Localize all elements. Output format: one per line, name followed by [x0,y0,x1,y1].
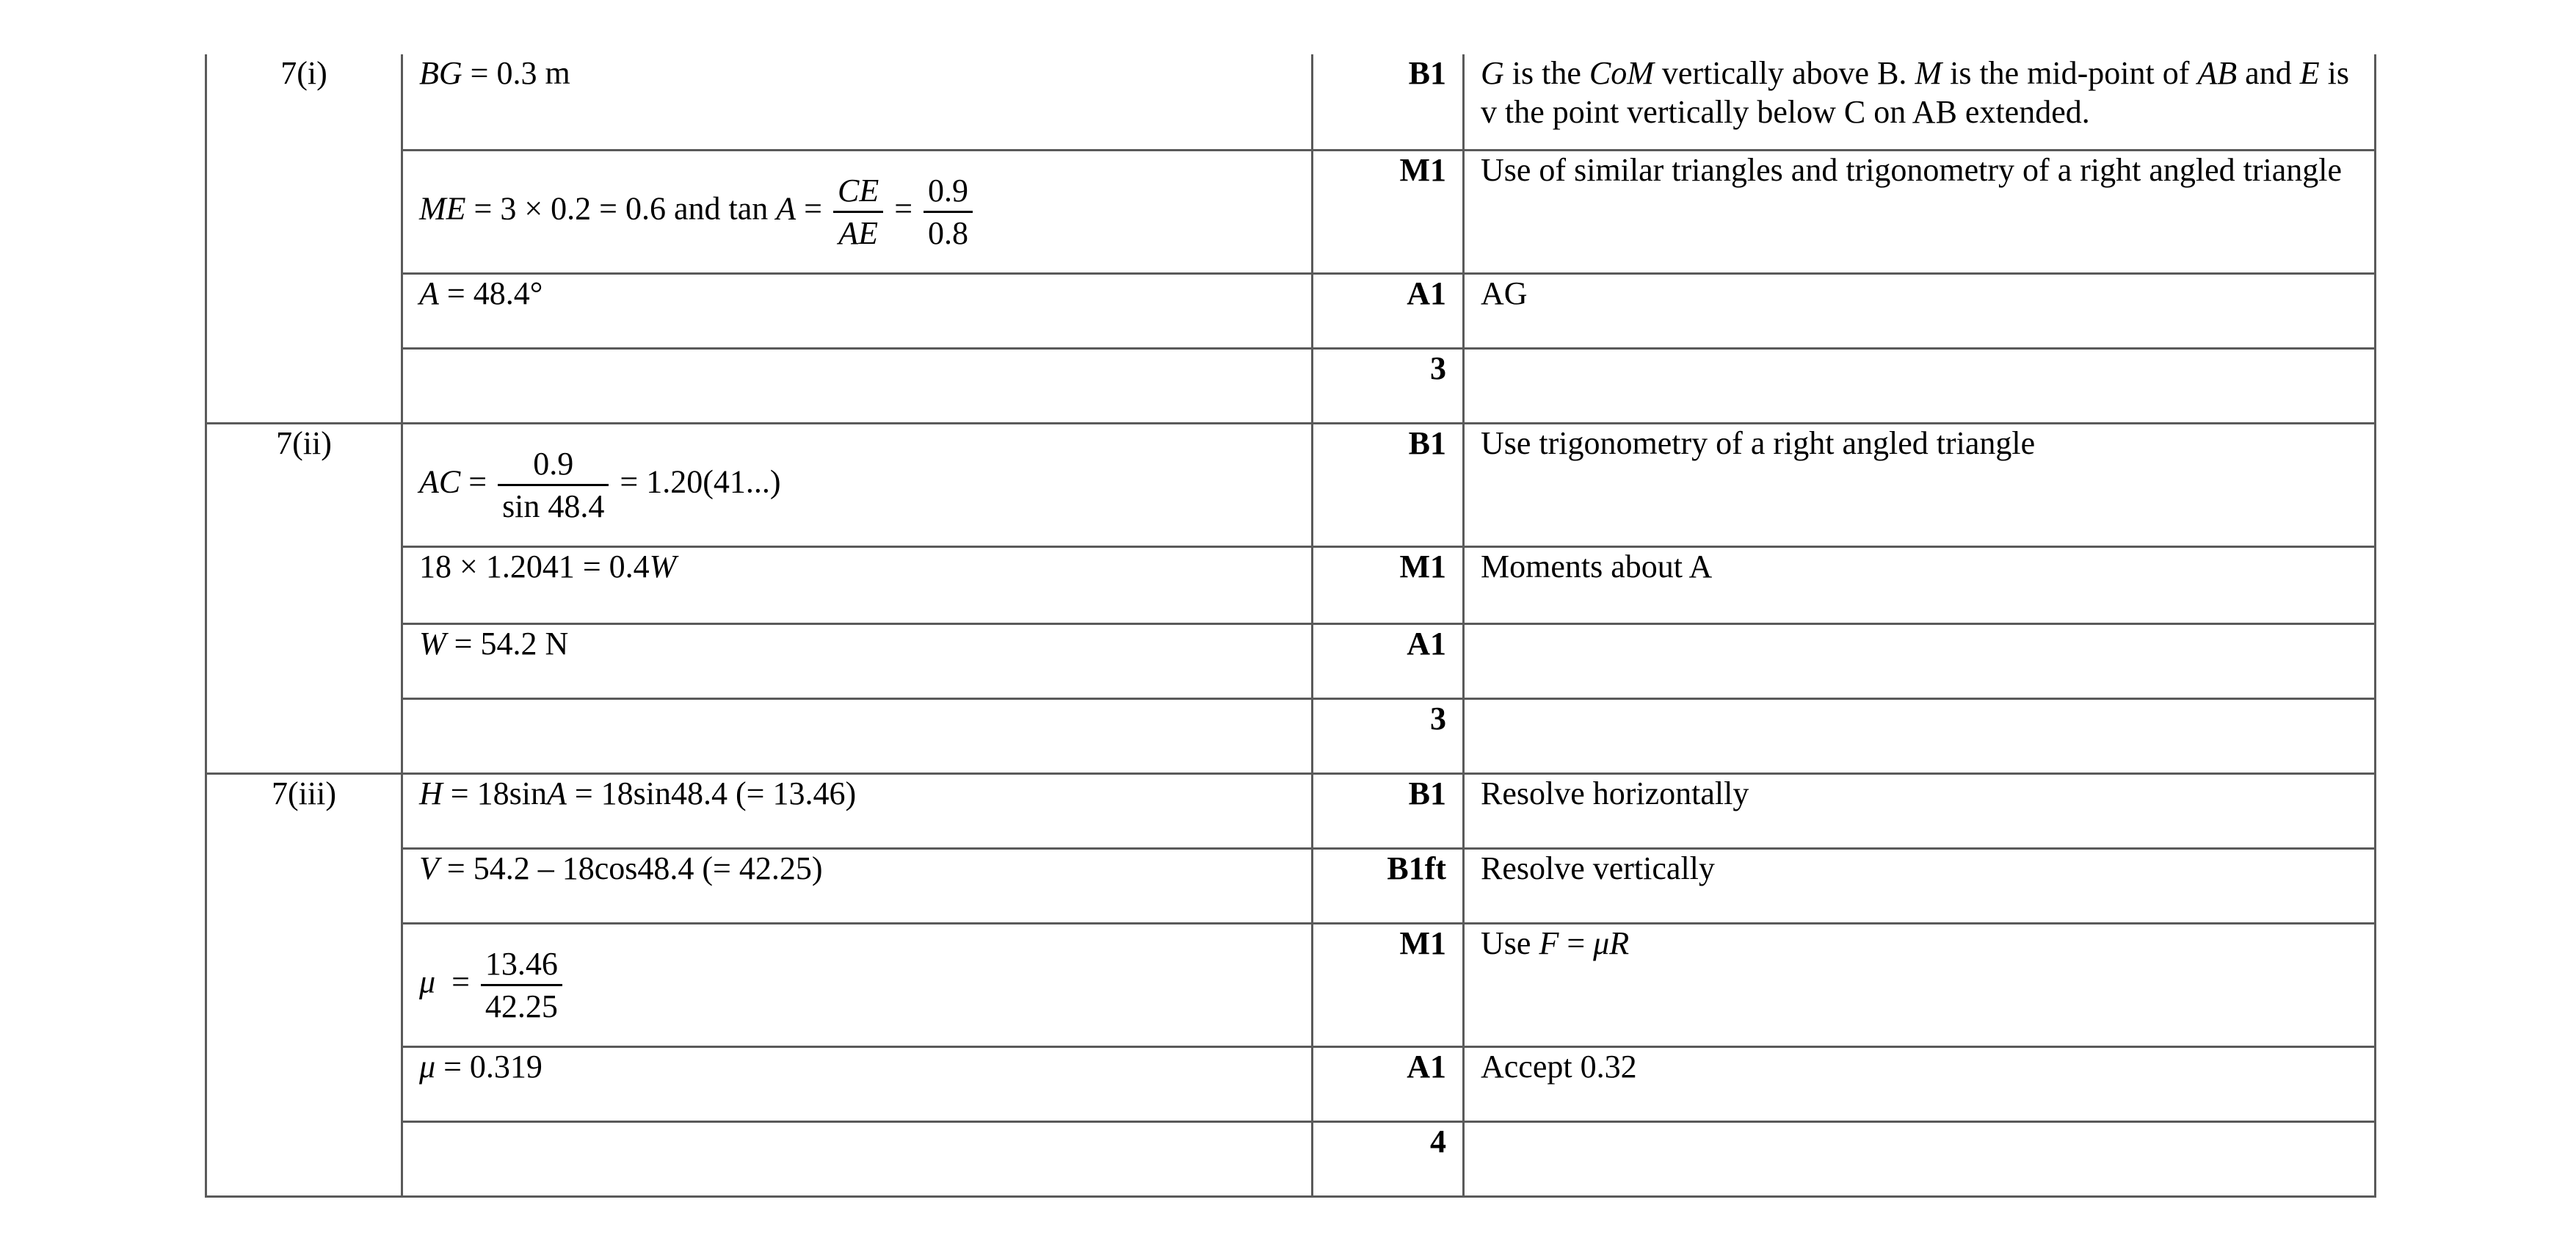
answer-var: AC [419,463,461,500]
answer-cell [402,773,1313,848]
total-mark-cell: 3 [1313,698,1464,773]
answer-var: A [419,275,439,311]
guidance-text: is v the point vertically below C on AB extended. [1481,55,2349,130]
answer-text: = 48.4° [438,275,543,311]
guidance-text: Use [1481,924,1539,961]
guidance-cell: Moments about A [1464,546,2376,623]
fraction [498,444,609,527]
fraction-numerator: 0.9 [924,170,973,213]
fraction [924,170,973,253]
table-row [206,150,2376,273]
answer-cell [402,923,1313,1046]
table-row [206,1121,2376,1196]
table-row [206,773,2376,848]
mark-cell: B1ft [1313,848,1464,923]
table-row [206,923,2376,1046]
table-row [206,54,2376,150]
answer-text: = 1.20(41...) [612,463,781,500]
fraction [833,170,883,253]
answer-cell [402,848,1313,923]
answer-text: = [460,463,496,500]
guidance-text: vertically above B. [1653,55,1915,91]
mark-scheme-table [205,54,2376,1198]
table-row [206,423,2376,546]
mark-cell: M1 [1313,546,1464,623]
guidance-cell [1464,623,2376,698]
mark-cell: A1 [1313,273,1464,348]
answer-text: = 3 × 0.2 = 0.6 and tan [465,190,777,227]
answer-var: A [546,775,567,811]
guidance-cell: Use trigonometry of a right angled triangle [1464,423,2376,546]
guidance-text: and [2237,55,2300,91]
answer-text: 18 × 1.2041 = 0.4 [419,548,650,585]
question-number: 7(ii) [206,423,402,773]
answer-var: μ [419,1048,436,1085]
mark-cell: A1 [1313,623,1464,698]
answer-cell [402,1046,1313,1121]
guidance-cell [1464,923,2376,1046]
question-number: 7(i) [206,54,402,423]
answer-text: = [886,190,921,227]
guidance-cell [1464,1121,2376,1196]
table-row [206,348,2376,423]
fraction-denominator [833,213,883,253]
answer-var: A [776,190,797,227]
guidance-cell: Resolve vertically [1464,848,2376,923]
answer-text: = 0.3 m [462,55,570,91]
answer-cell [402,546,1313,623]
guidance-var: F [1539,924,1559,961]
answer-var: V [419,850,439,886]
guidance-var: G [1481,55,1504,91]
answer-cell [402,54,1313,150]
guidance-text: is the [1503,55,1589,91]
answer-cell [402,348,1313,423]
fraction-denominator: sin 48.4 [502,488,605,524]
guidance-var: CoM [1589,55,1654,91]
fraction-denominator: 42.25 [485,988,558,1024]
fraction-numerator [833,170,883,213]
answer-var: AE [838,214,878,251]
question-number: 7(iii) [206,773,402,1196]
fraction-numerator: 0.9 [498,444,609,486]
fraction-denominator: 0.8 [928,214,969,251]
answer-cell [402,423,1313,546]
answer-cell [402,1121,1313,1196]
guidance-var: E [2299,55,2320,91]
fraction-numerator: 13.46 [481,944,562,986]
guidance-text: = [1559,924,1594,961]
answer-text: = 0.319 [435,1048,543,1085]
answer-text: = [796,190,830,227]
table-row [206,623,2376,698]
mark-cell: M1 [1313,923,1464,1046]
answer-var: H [419,775,443,811]
guidance-cell: Use of similar triangles and trigonometry of a right angled triangle [1464,150,2376,273]
table-row [206,698,2376,773]
mark-cell: M1 [1313,150,1464,273]
answer-cell [402,273,1313,348]
mark-cell: B1 [1313,773,1464,848]
table-row [206,1046,2376,1121]
guidance-cell [1464,348,2376,423]
answer-var: CE [837,172,879,209]
mark-cell: A1 [1313,1046,1464,1121]
answer-var: BG [419,55,462,91]
guidance-cell [1464,54,2376,150]
answer-text: = 18sin [442,775,547,811]
guidance-var: μR [1593,924,1630,961]
answer-var: ME [419,190,466,227]
answer-var: W [419,625,446,662]
answer-var: W [649,548,677,585]
table-row [206,546,2376,623]
answer-var: μ [419,963,436,1000]
guidance-cell: Resolve horizontally [1464,773,2376,848]
table-row [206,273,2376,348]
answer-text: = [435,963,478,1000]
guidance-text: is the mid-point of [1942,55,2198,91]
answer-text: = 18sin48.4 (= 13.46) [566,775,857,811]
table-row [206,848,2376,923]
guidance-var: M [1915,55,1942,91]
guidance-cell: Accept 0.32 [1464,1046,2376,1121]
guidance-var: AB [2197,55,2238,91]
mark-cell: B1 [1313,423,1464,546]
answer-cell [402,150,1313,273]
guidance-cell: AG [1464,273,2376,348]
total-mark-cell: 4 [1313,1121,1464,1196]
guidance-cell [1464,698,2376,773]
answer-text: = 54.2 N [446,625,569,662]
total-mark-cell: 3 [1313,348,1464,423]
answer-cell [402,623,1313,698]
fraction [481,944,562,1027]
answer-cell [402,698,1313,773]
answer-text: = 54.2 – 18cos48.4 (= 42.25) [438,850,823,886]
mark-cell: B1 [1313,54,1464,150]
